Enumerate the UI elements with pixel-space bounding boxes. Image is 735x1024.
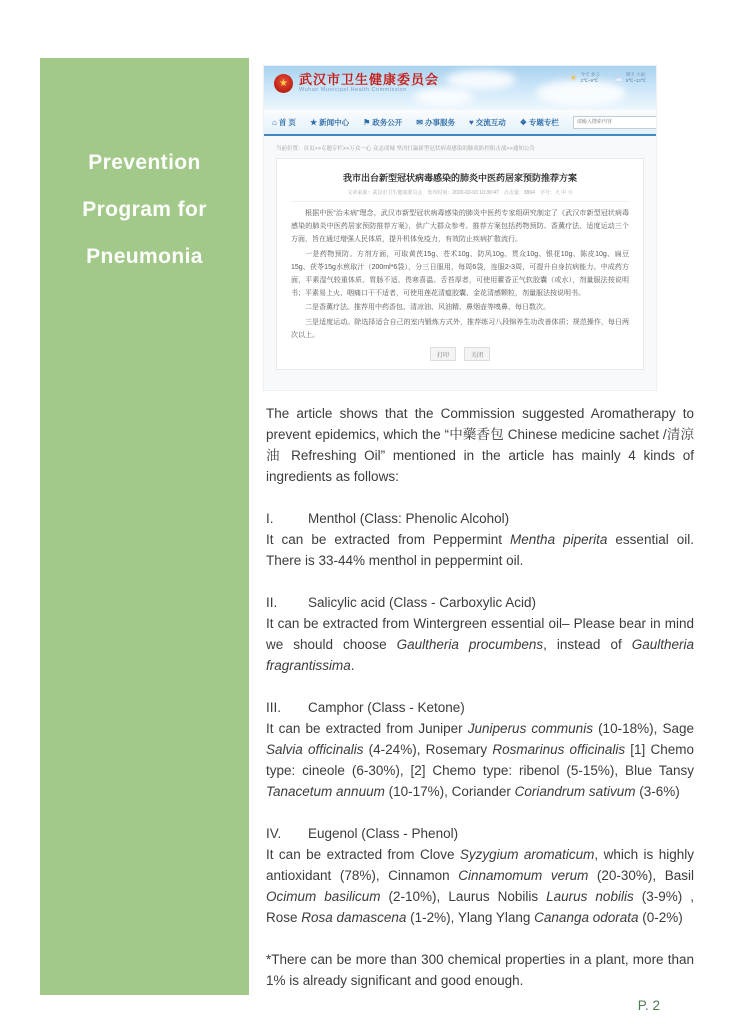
nav-item-gov-affairs[interactable]: ⚑ 政务公开 <box>363 117 403 127</box>
site-logo <box>274 73 439 94</box>
ingredient-description: It can be extracted from Juniper Juniperus communis (10-18%), Sage Salvia officinalis (4-24%), Rosemary Rosmarinus officinalis [1] Chemo type: cineole (6-30%), [2] Chemo type: ribenol (5-15%), Blue Tansy Tanacetum annuum (10-17%), Coriander Coriandrum sativum (3-6%) <box>266 721 695 799</box>
page-number: P. 2 <box>637 998 660 1013</box>
roman-numeral: I. <box>266 511 274 526</box>
article-paragraph: 三是适度运动。除选择适合自己的室内锻炼方式外，推荐练习八段锦养生功改善体质；规范操作，每日两次以上。 <box>291 318 629 339</box>
ingredient-heading <box>266 508 694 529</box>
roman-numeral: III. <box>266 700 282 715</box>
ingredient-description: It can be extracted from Clove Syzygium aromaticum, which is highly antioxidant (78%), Cinnamon Cinnamomum verum (20-30%), Basil Ocimum basilicum (2-10%), Laurus Nobilis Laurus nobilis (3-9%) , Rose Rosa damascena (1-2%), Ylang Ylang Cananga odorata (0-2%) <box>266 847 694 925</box>
article-paragraph: 一是药物预防。方剂方面，可取黄芪15g、苍术10g、防风10g、贯众10g、银花10g、陈皮10g、扁豆15g、茯苓15g水煎取汁（200ml*6袋），分三日服用，每周6袋，连服2-3周，可提升自身抗病能力。中成药方面，平素湿气较重体质、胃肠不适、畏寒喜温、舌苔厚者，可使用藿香正气软胶囊（或水），剂量服法按说明书；平素易上火、咽痛口干不适者，可使用莲花清瘟胶囊、金花清感颗粒，剂量服法按说明书。 <box>291 250 629 298</box>
weather-widgets <box>569 72 646 84</box>
ingredient-name: Camphor (Class - Ketone) <box>308 700 465 715</box>
ingredient-name: Salicylic acid (Class - Carboxylic Acid) <box>308 595 537 610</box>
star-icon: ★ <box>309 117 318 127</box>
ingredient-description: It can be extracted from Peppermint Mentha piperita essential oil. There is 33-44% menthol in peppermint oil. <box>266 532 694 568</box>
article-paragraph: 根据中医“治未病”理念，武汉市新型冠状病毒感染的肺炎中医药专家组研究制定了《武汉市新型冠状病毒感染的肺炎中医药居家预防推荐方案》，供广大群众参考。推荐方案包括药物预防、香薰疗法、适度运动三个方面，旨在通过增强人民体质，提升机体免疫力，有效防止疾病扩散流行。 <box>291 210 629 244</box>
ingredient-section-menthol <box>266 508 694 571</box>
weather-text: 明天 小雨 5℃~13℃ <box>625 72 646 83</box>
article-actions <box>291 343 629 367</box>
website-navbar <box>264 110 656 136</box>
website-content-area <box>264 136 656 370</box>
ingredient-description: It can be extracted from Wintergreen essential oil– Please bear in mind we should choose Gaultheria procumbens, instead of Gaultheria fragrantissima. <box>266 616 694 673</box>
ingredient-heading <box>266 823 694 844</box>
monitor-icon: ✉ <box>416 117 423 127</box>
site-logo-text <box>299 73 439 94</box>
roman-numeral: II. <box>266 595 278 610</box>
nav-item-home[interactable]: ⌂ 首 页 <box>272 117 296 127</box>
website-header <box>264 66 656 110</box>
close-button[interactable]: 关闭 <box>464 347 490 361</box>
site-title: 武汉市卫生健康委员会 <box>299 72 440 87</box>
ingredient-section-salicylic-acid <box>266 592 694 676</box>
flag-icon: ⚑ <box>363 117 371 127</box>
intro-paragraph: The article shows that the Commission suggested Aromatherapy to prevent epidemics, which the “中藥香包 Chinese medicine sachet /清涼油 Refreshing Oil” mentioned in the article has mainly 4 kinds of ingredients as follows: <box>266 406 694 484</box>
sidebar-title-line-2: Program for <box>82 198 207 221</box>
nav-item-interaction[interactable]: ♥ 交流互动 <box>468 117 506 127</box>
sidebar-title-line-3: Pneumonia <box>86 245 203 268</box>
roman-numeral: IV. <box>266 826 282 841</box>
weather-widget-tomorrow <box>614 72 646 84</box>
ingredient-heading <box>266 697 694 718</box>
ingredient-heading <box>266 592 694 613</box>
cloud-icon: ☁ <box>613 72 623 83</box>
nav-item-news[interactable]: ★ 新闻中心 <box>309 117 350 127</box>
breadcrumb[interactable]: 当前位置：首页>>专题专栏>>万众一心 众志成城 坚决打赢新型冠状病毒感染的肺炎防控阻击战>>通知公告 <box>276 146 535 152</box>
national-emblem-icon: ★ <box>274 74 293 93</box>
ingredient-section-eugenol <box>266 823 694 928</box>
footnote: *There can be more than 300 chemical properties in a plant, more than 1% is already significant and good enough. <box>266 952 694 988</box>
search-input[interactable] <box>573 116 656 129</box>
nav-item-services[interactable]: ✉ 办事服务 <box>416 117 455 127</box>
embedded-website-screenshot <box>264 66 656 390</box>
cloud-decoration <box>446 70 516 90</box>
ingredient-name: Eugenol (Class - Phenol) <box>308 826 459 841</box>
site-subtitle: Wuhan Municipal Health Commission <box>299 87 407 93</box>
ingredient-section-camphor <box>266 697 694 802</box>
sidebar-title-line-1: Prevention <box>88 151 201 174</box>
article-meta: 文章来源：武汉市卫生健康委员会 发布时间：2020-02-03 10:39:47 点击量：3864 字号：大 中 小 <box>291 189 629 202</box>
document-body <box>266 403 694 1016</box>
home-icon: ⌂ <box>272 117 277 127</box>
weather-widget-today <box>569 72 599 84</box>
article-card <box>276 158 644 370</box>
sun-icon: ☀ <box>569 72 578 83</box>
comment-icon: ❖ <box>519 117 527 127</box>
article-paragraph: 二是香薰疗法。推荐用中药香包、清凉油、风油精、鼻烟壶等嗅鼻，每日数次。 <box>305 304 550 312</box>
heart-icon: ♥ <box>468 117 474 127</box>
article-title: 我市出台新型冠状病毒感染的肺炎中医药居家预防推荐方案 <box>342 173 577 183</box>
print-button[interactable]: 打印 <box>430 347 456 361</box>
weather-text: 今天 多云 2℃~9℃ <box>580 72 600 83</box>
site-search <box>573 116 656 129</box>
nav-item-special-topics[interactable]: ❖ 专题专栏 <box>519 117 559 127</box>
ingredient-name: Menthol (Class: Phenolic Alcohol) <box>308 511 510 526</box>
sidebar-green-panel <box>40 58 249 995</box>
